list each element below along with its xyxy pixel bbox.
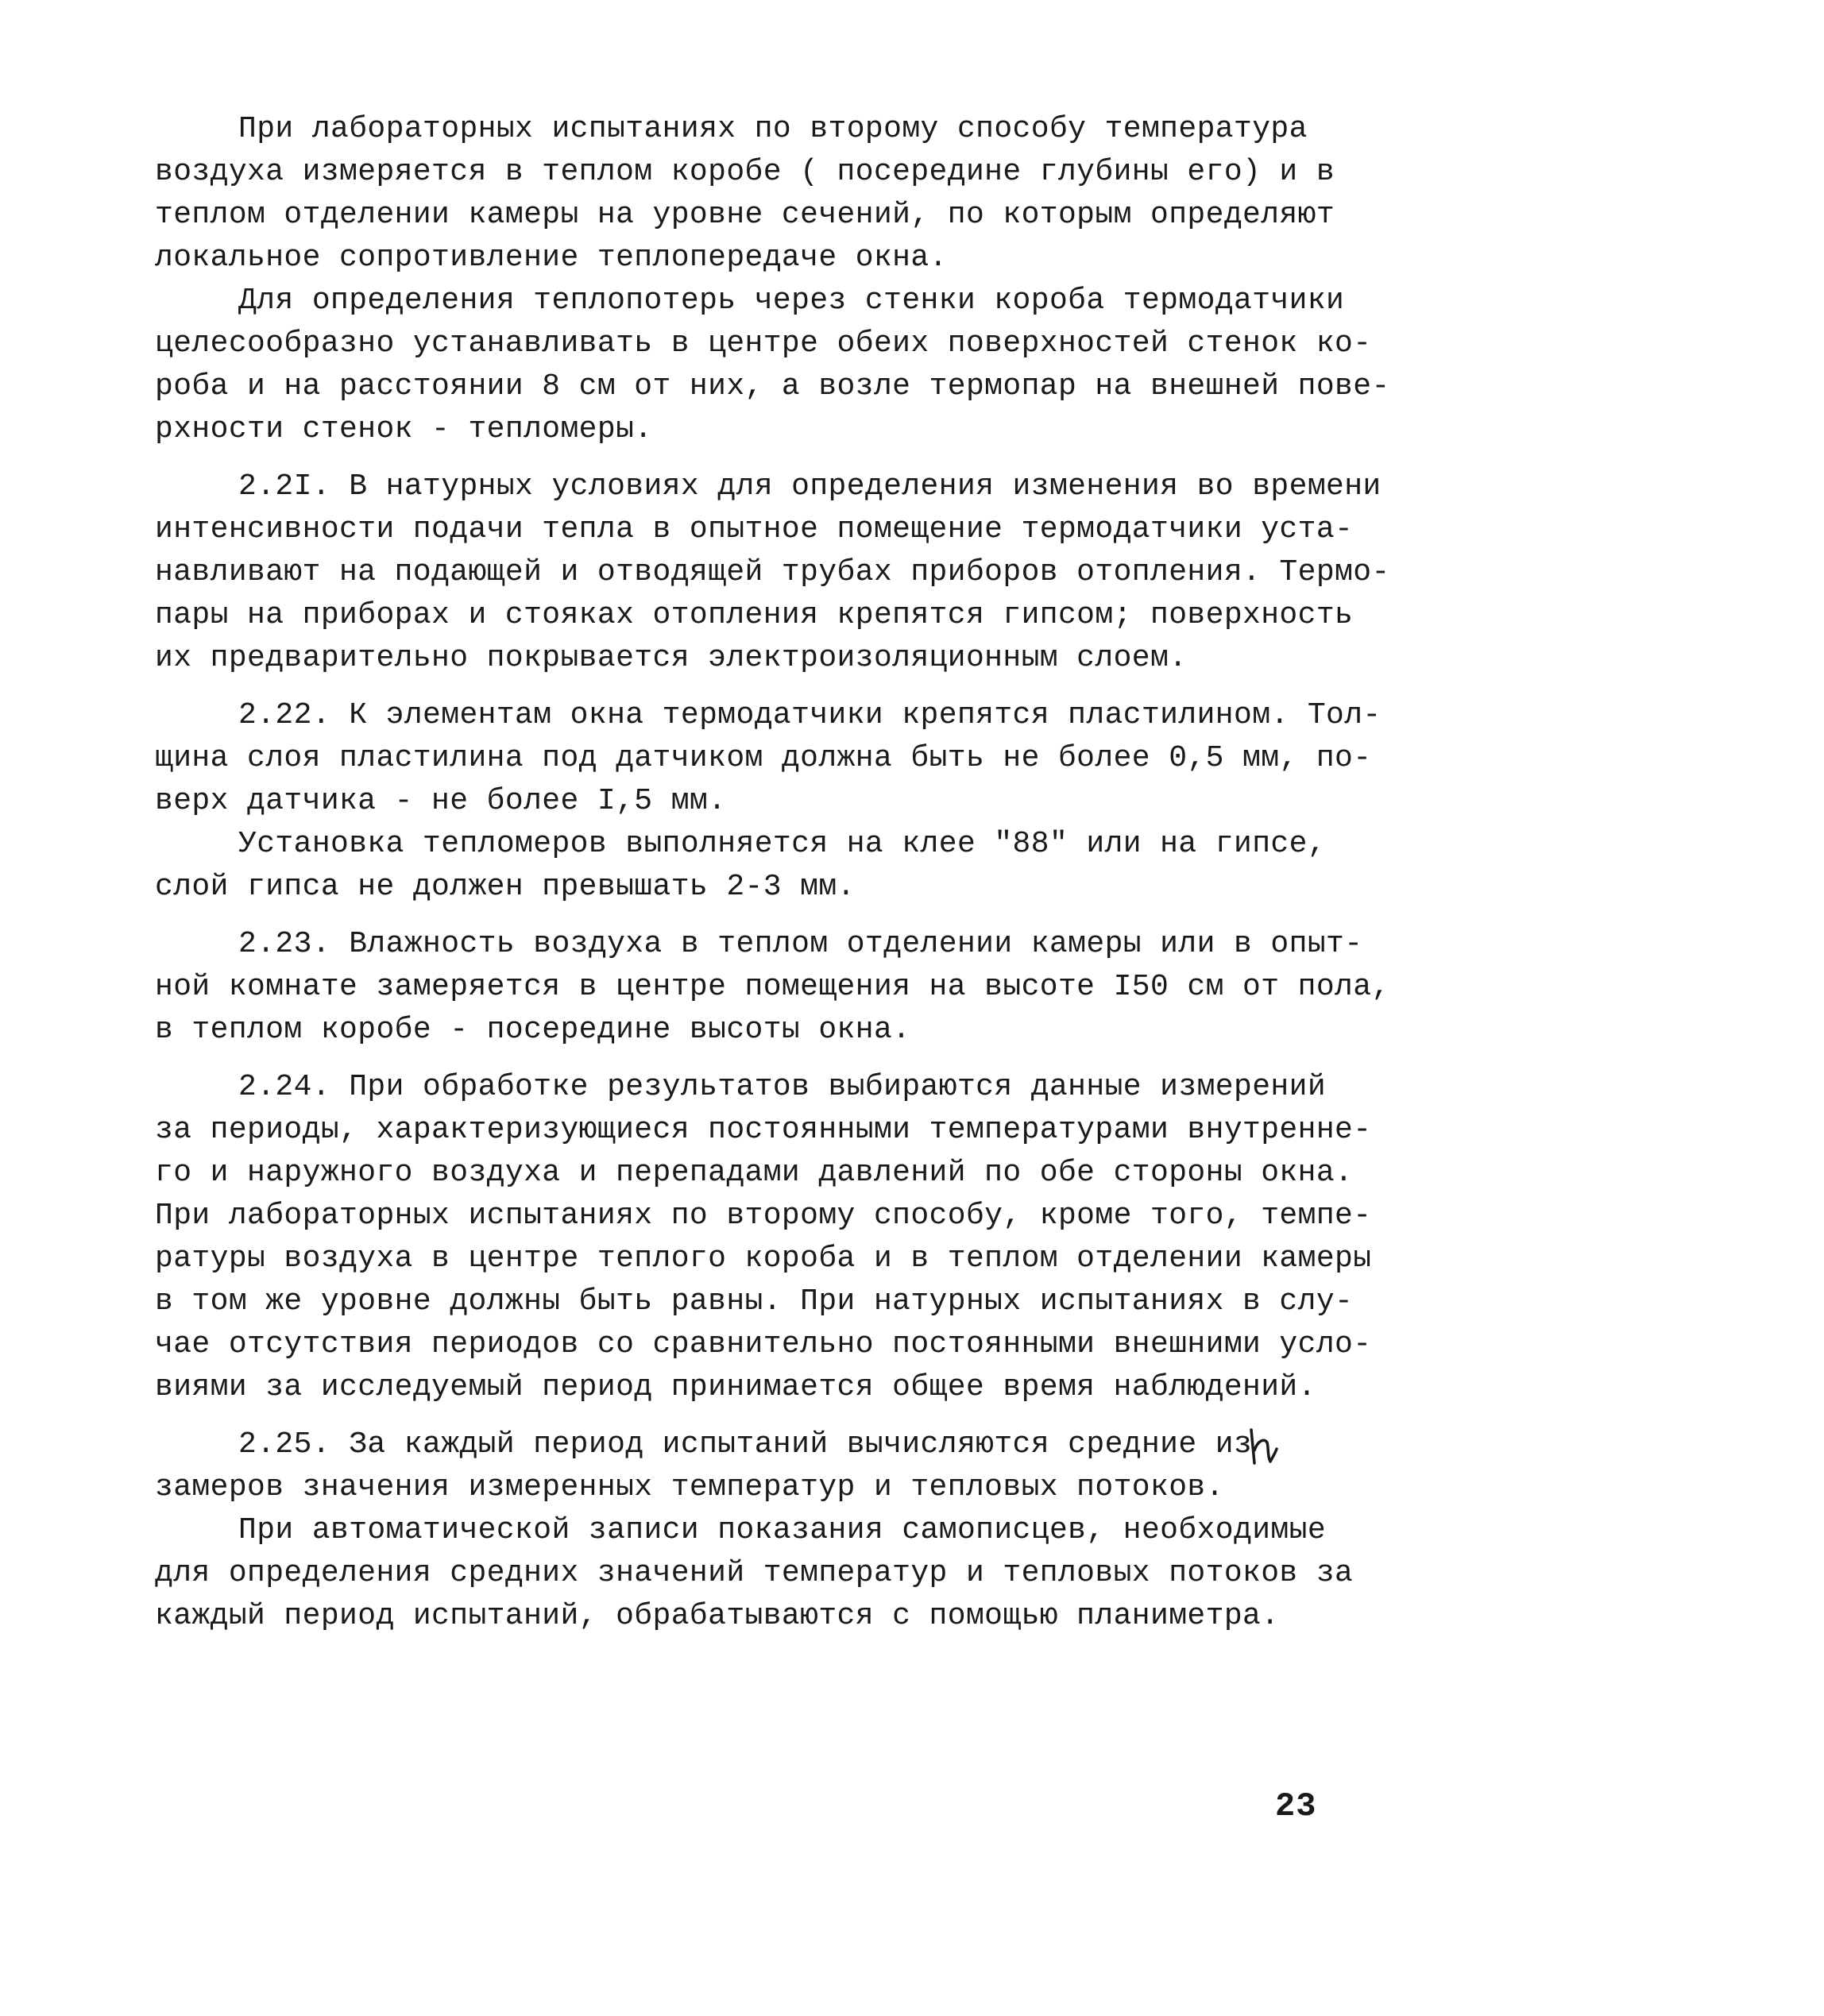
text-line: 2.23. Влажность воздуха в теплом отделении камеры или в опыт- [238, 927, 1363, 961]
text-line: ной комнате замеряется в центре помещения на высоте I50 см от пола, [155, 970, 1390, 1004]
text-line: пары на приборах и стояках отопления крепятся гипсом; поверхность [155, 598, 1354, 632]
text-line: 2.24. При обработке результатов выбираются данные измерений [238, 1070, 1327, 1104]
text-line: каждый период испытаний, обрабатываются с помощью планиметра. [155, 1599, 1280, 1633]
text-line: 2.22. К элементам окна термодатчики крепятся пластилином. Тол- [238, 698, 1382, 732]
paragraph [155, 1509, 1354, 1638]
text-line: ратуры воздуха в центре теплого короба и в теплом отделении камеры [155, 1242, 1372, 1276]
text-line: за периоды, характеризующиеся постоянными температурами внутренне- [155, 1113, 1372, 1147]
paragraph-2-23 [155, 923, 1390, 1052]
text-line: в теплом коробе - посередине высоты окна. [155, 1013, 911, 1047]
text-line: в том же уровне должны быть равны. При натурных испытаниях в слу- [155, 1284, 1354, 1319]
text-line: Для определения теплопотерь через стенки короба термодатчики [238, 284, 1345, 318]
document-body [155, 108, 1390, 1638]
text-line: теплом отделении камеры на уровне сечений, по которым определяют [155, 198, 1335, 232]
text-line: роба и на расстоянии 8 см от них, а возле термопар на внешней пове- [155, 369, 1390, 404]
text-line: го и наружного воздуха и перепадами давлений по обе стороны окна. [155, 1156, 1354, 1190]
paragraph-2-24 [155, 1066, 1372, 1409]
text-line: навливают на подающей и отводящей трубах приборов отопления. Термо- [155, 555, 1390, 589]
text-line: чае отсутствия периодов со сравнительно постоянными внешними усло- [155, 1327, 1372, 1361]
text-line: 2.25. За каждый период испытаний вычисляются средние из [238, 1427, 1253, 1462]
handwritten-n-symbol [1243, 1427, 1281, 1466]
text-line: виями за исследуемый период принимается общее время наблюдений. [155, 1370, 1316, 1404]
text-line: целесообразно устанавливать в центре обеих поверхностей стенок ко- [155, 326, 1372, 361]
text-line: верх датчика - не более I,5 мм. [155, 784, 727, 818]
text-line: щина слоя пластилина под датчиком должна быть не более 0,5 мм, по- [155, 741, 1372, 775]
text-line: слой гипса не должен превышать 2-3 мм. [155, 870, 856, 904]
text-line: локальное сопротивление теплопередаче окна. [155, 241, 948, 275]
text-line: рхности стенок - тепломеры. [155, 412, 653, 446]
paragraph-2-21 [155, 465, 1390, 680]
paragraph [155, 280, 1390, 451]
text-line: для определения средних значений температур и тепловых потоков за [155, 1556, 1354, 1590]
text-line: интенсивности подачи тепла в опытное помещение термодатчики уста- [155, 512, 1354, 546]
paragraph-2-22 [155, 694, 1382, 823]
text-line: замеров значения измеренных температур и тепловых потоков. [155, 1470, 1224, 1504]
text-line: их предварительно покрывается электроизоляционным слоем. [155, 641, 1188, 675]
paragraph-2-25 [155, 1423, 1347, 1509]
page-number: 23 [1275, 1787, 1317, 1825]
text-line: При автоматической записи показания самописцев, необходимые [238, 1513, 1327, 1547]
text-line: 2.2I. В натурных условиях для определения изменения во времени [238, 469, 1382, 504]
text-line: При лабораторных испытаниях по второму способу температура [238, 112, 1308, 146]
paragraph [155, 823, 1347, 909]
text-line: Установка тепломеров выполняется на клее "88" или на гипсе, [238, 827, 1327, 861]
paragraph [155, 108, 1347, 280]
text-line: При лабораторных испытаниях по второму способу, кроме того, темпе- [155, 1199, 1372, 1233]
text-line: воздуха измеряется в теплом коробе ( посередине глубины его) и в [155, 155, 1335, 189]
